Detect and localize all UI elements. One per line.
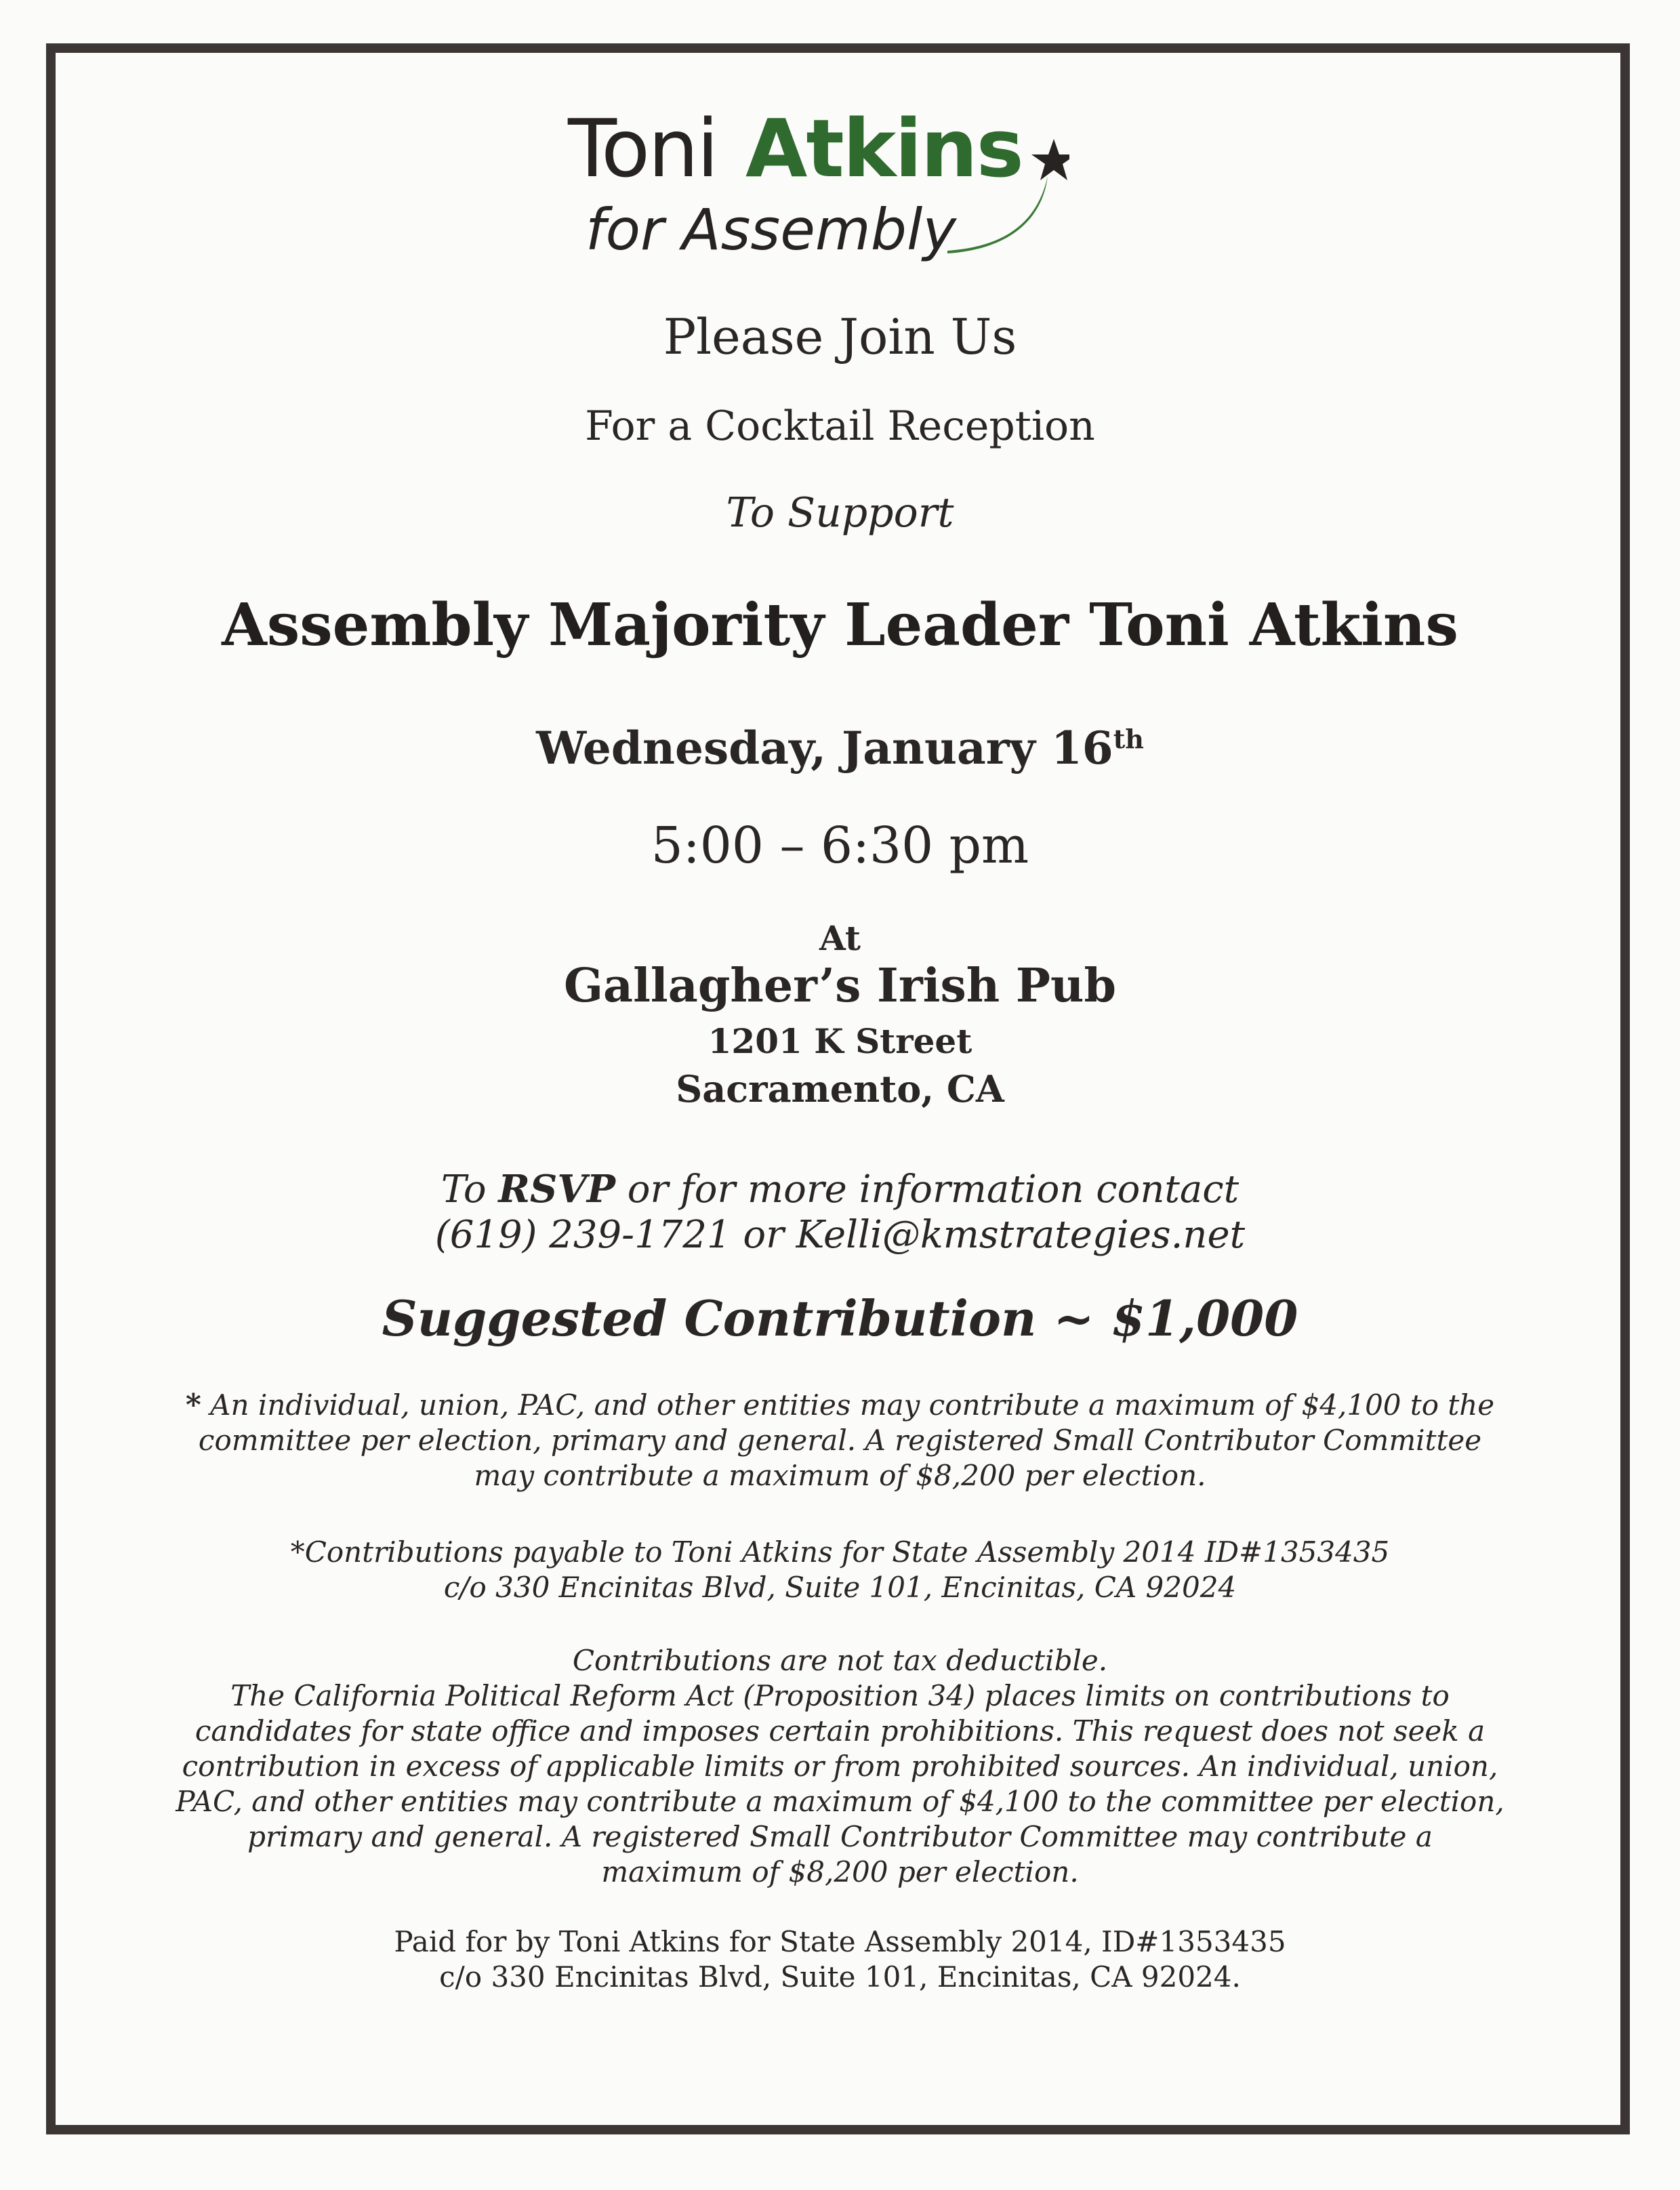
event-type: For a Cocktail Reception — [585, 402, 1095, 450]
event-date-text: Wednesday, January 16 — [536, 722, 1113, 774]
note-line: may contribute a maximum of $8,200 per election. — [474, 1459, 1206, 1492]
rsvp-keyword: RSVP — [498, 1167, 615, 1212]
rsvp-line — [0, 1167, 1680, 1212]
rsvp-prefix: To — [441, 1168, 499, 1212]
at-label: At — [819, 918, 861, 958]
honoree-name: Assembly Majority Leader Toni Atkins — [222, 591, 1458, 659]
note-line: committee per election, primary and general. A registered Small Contributor Committee — [198, 1424, 1482, 1457]
note-line: c/o 330 Encinitas Blvd, Suite 101, Encinitas, CA 92024 — [443, 1571, 1237, 1604]
invite-heading: Please Join Us — [663, 308, 1017, 365]
paid-for-by — [0, 1924, 1680, 1995]
venue-city: Sacramento, CA — [676, 1067, 1004, 1111]
note-line: maximum of $8,200 per election. — [601, 1855, 1079, 1888]
note-line: contribution in excess of applicable limits or from prohibited sources. An individual, union, — [182, 1750, 1498, 1783]
logo-swoosh — [568, 102, 1069, 264]
note-line: candidates for state office and imposes certain prohibitions. This request does not seek a — [194, 1714, 1486, 1748]
event-purpose: To Support — [726, 489, 954, 537]
logo-last-name: Atkins — [745, 102, 1023, 195]
event-date — [0, 722, 1680, 774]
legal-disclaimer — [0, 1643, 1680, 1890]
venue-street: 1201 K Street — [708, 1021, 972, 1061]
logo-tagline: for Assembly — [586, 197, 957, 263]
suggested-contribution: Suggested Contribution ~ $1,000 — [382, 1289, 1298, 1347]
event-time: 5:00 – 6:30 pm — [651, 817, 1029, 875]
note-line: primary and general. A registered Small Contributor Committee may contribute a — [247, 1820, 1433, 1853]
asterisk: * — [185, 1388, 201, 1422]
rsvp-contact: (619) 239-1721 or Kelli@kmstrategies.net — [434, 1213, 1246, 1257]
note-line: The California Political Reform Act (Proposition 34) places limits on contributions to — [230, 1679, 1450, 1712]
payable-note — [0, 1535, 1680, 1605]
note-line: *Contributions payable to Toni Atkins for State Assembly 2014 ID#1353435 — [290, 1535, 1390, 1569]
logo-first-name: Toni — [568, 102, 717, 195]
note-text: An individual, union, PAC, and other entities may contribute a maximum of $4,100 to the — [201, 1388, 1495, 1422]
note-line: Contributions are not tax deductible. — [572, 1644, 1108, 1677]
contribution-limit-note — [0, 1388, 1680, 1493]
venue-name: Gallagher’s Irish Pub — [563, 959, 1117, 1013]
date-suffix: th — [1113, 724, 1144, 754]
note-line — [0, 1388, 1680, 1423]
footer-line: c/o 330 Encinitas Blvd, Suite 101, Encinitas, CA 92024. — [439, 1960, 1241, 1993]
rsvp-suffix: or for more information contact — [615, 1168, 1239, 1212]
campaign-logo — [568, 102, 1069, 264]
footer-line: Paid for by Toni Atkins for State Assembly 2014, ID#1353435 — [394, 1925, 1286, 1958]
star-icon — [1031, 139, 1069, 180]
note-line: PAC, and other entities may contribute a maximum of $4,100 to the committee per election, — [176, 1785, 1504, 1818]
